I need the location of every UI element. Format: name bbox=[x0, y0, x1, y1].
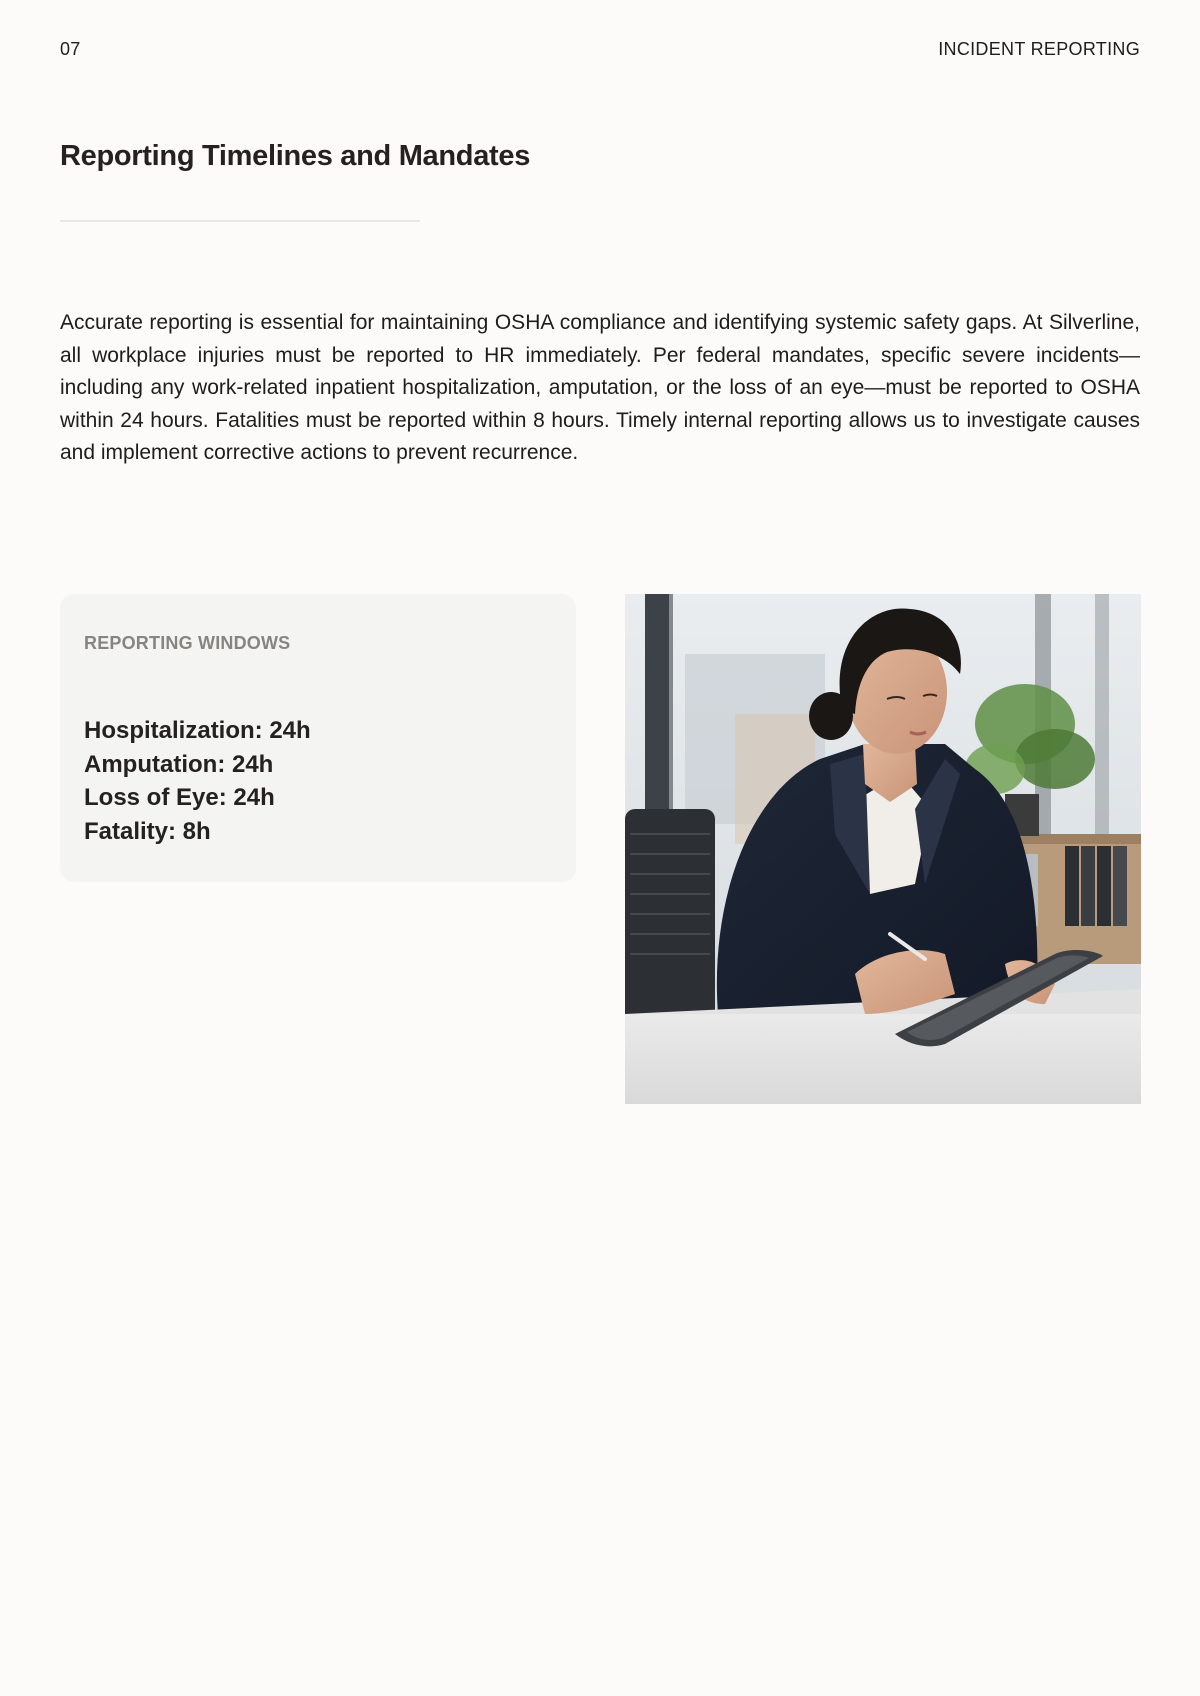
list-item: Fatality: 8h bbox=[84, 817, 211, 845]
list-item: Hospitalization: 24h bbox=[84, 717, 311, 744]
office-photo bbox=[625, 594, 1141, 1104]
running-header: INCIDENT REPORTING bbox=[938, 39, 1140, 59]
reporting-windows-list bbox=[84, 714, 552, 848]
page-title: Reporting Timelines and Mandates bbox=[60, 140, 531, 172]
card-heading: REPORTING WINDOWS bbox=[84, 633, 291, 653]
list-item: Loss of Eye: 24h bbox=[84, 784, 275, 811]
body-paragraph: Accurate reporting is essential for maintaining OSHA compliance and identifying systemic safety gaps. At Silverline, all workplace injuries must be reported to HR immediately. Per federal mandates, specific severe incidents—including any work-related inpatient hospitalization, amputation, or the loss of an eye—must be reported to OSHA within 24 hours. Fatalities must be reported within 8 hours. Timely internal reporting allows us to investigate causes and implement corrective actions to prevent recurrence. bbox=[60, 311, 1140, 464]
reporting-windows-card bbox=[60, 594, 576, 882]
title-divider bbox=[60, 220, 420, 222]
list-item: Amputation: 24h bbox=[84, 750, 274, 778]
page-number: 07 bbox=[60, 39, 81, 59]
